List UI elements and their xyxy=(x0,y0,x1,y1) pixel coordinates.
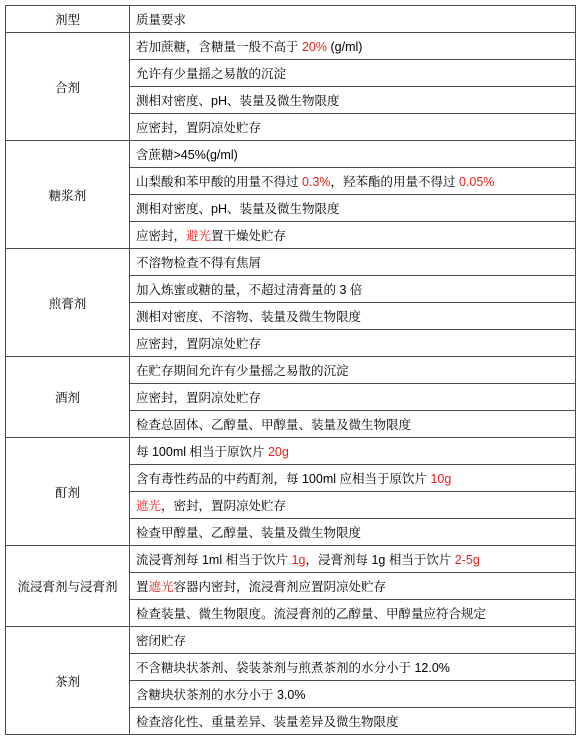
requirement-text: 应密封，置阴凉处贮存 xyxy=(136,337,262,351)
requirement-text: 检查装量、微生物限度。流浸膏剂的乙醇量、甲醇量应符合规定 xyxy=(136,607,487,621)
requirement-cell xyxy=(130,654,576,681)
requirement-text: 流浸膏剂每 1ml 相当于饮片 xyxy=(136,553,292,567)
highlighted-value: 0.3% xyxy=(301,175,331,189)
requirement-text: 检查溶化性、重量差异、装量差异及微生物限度 xyxy=(136,715,399,729)
requirement-cell xyxy=(130,249,576,276)
requirement-text: (g/ml) xyxy=(327,40,363,54)
header-dosage-form: 剂型 xyxy=(6,6,130,33)
highlighted-value: 0.05% xyxy=(458,175,495,189)
requirement-cell xyxy=(130,384,576,411)
dosage-form-cell: 煎膏剂 xyxy=(6,249,130,357)
requirement-text: 含有毒性药品的中药酊剂，每 100ml 应相当于原饮片 xyxy=(136,472,431,486)
highlighted-value: 2-5g xyxy=(454,553,480,567)
table-row xyxy=(6,33,576,60)
highlighted-value: 20g xyxy=(267,445,289,459)
requirement-cell xyxy=(130,600,576,627)
highlighted-value: 10g xyxy=(430,472,452,486)
requirement-text: 不含糖块状茶剂、袋装茶剂与煎煮茶剂的水分小于 12.0% xyxy=(136,661,450,675)
table-row xyxy=(6,627,576,654)
requirement-text: 应密封， xyxy=(136,229,187,243)
requirement-cell xyxy=(130,708,576,735)
requirement-text: ，密封，置阴凉处贮存 xyxy=(161,499,287,513)
requirement-text: 检查甲醇量、乙醇量、装量及微生物限度 xyxy=(136,526,362,540)
dosage-form-cell: 流浸膏剂与浸膏剂 xyxy=(6,546,130,627)
requirement-text: 不溶物检查不得有焦屑 xyxy=(136,256,262,270)
requirement-cell xyxy=(130,465,576,492)
requirement-cell xyxy=(130,60,576,87)
requirement-text: 测相对密度、不溶物、装量及微生物限度 xyxy=(136,310,362,324)
requirement-cell xyxy=(130,681,576,708)
requirement-text: 含蔗糖>45%(g/ml) xyxy=(136,148,238,162)
requirement-cell xyxy=(130,168,576,195)
requirement-text: 测相对密度、pH、装量及微生物限度 xyxy=(136,94,340,108)
requirement-text: 置 xyxy=(136,580,149,594)
requirement-cell xyxy=(130,222,576,249)
requirement-cell xyxy=(130,33,576,60)
requirement-text: 山梨酸和苯甲酸的用量不得过 xyxy=(136,175,302,189)
table-row xyxy=(6,546,576,573)
dosage-form-cell: 酒剂 xyxy=(6,357,130,438)
requirement-text: 允许有少量摇之易散的沉淀 xyxy=(136,67,287,81)
requirement-cell xyxy=(130,438,576,465)
highlighted-value: 1g xyxy=(291,553,306,567)
requirement-text: ，浸膏剂每 1g 相当于饮片 xyxy=(305,553,455,567)
requirement-text: 容器内密封，流浸膏剂应置阴凉处贮存 xyxy=(173,580,387,594)
requirement-cell xyxy=(130,114,576,141)
table-header-row xyxy=(6,6,576,33)
requirement-cell xyxy=(130,492,576,519)
requirement-cell xyxy=(130,303,576,330)
requirement-cell xyxy=(130,627,576,654)
dosage-form-cell: 酊剂 xyxy=(6,438,130,546)
requirement-text: 置干燥处贮存 xyxy=(211,229,287,243)
requirement-text: 加入炼蜜或糖的量，不超过清膏量的 3 倍 xyxy=(136,283,363,297)
requirement-text: 若加蔗糖，含糖量一般不高于 xyxy=(136,40,302,54)
requirement-cell xyxy=(130,411,576,438)
table-row xyxy=(6,438,576,465)
requirement-text: 密闭贮存 xyxy=(136,634,187,648)
requirement-cell xyxy=(130,87,576,114)
highlighted-value: 遮光 xyxy=(136,499,162,513)
requirement-text: 应密封，置阴凉处贮存 xyxy=(136,391,262,405)
highlighted-value: 20% xyxy=(301,40,328,54)
requirement-text: ，羟苯酯的用量不得过 xyxy=(330,175,459,189)
highlighted-value: 避光 xyxy=(186,229,212,243)
requirement-text: 检查总固体、乙醇量、甲醇量、装量及微生物限度 xyxy=(136,418,412,432)
table-body xyxy=(6,33,576,735)
header-quality-requirements: 质量要求 xyxy=(130,6,576,33)
requirement-text: 含糖块状茶剂的水分小于 3.0% xyxy=(136,688,306,702)
requirement-text: 在贮存期间允许有少量摇之易散的沉淀 xyxy=(136,364,349,378)
dosage-form-cell: 茶剂 xyxy=(6,627,130,735)
dosage-form-cell: 糖浆剂 xyxy=(6,141,130,249)
requirement-cell xyxy=(130,276,576,303)
table-row xyxy=(6,357,576,384)
requirement-cell xyxy=(130,573,576,600)
requirement-cell xyxy=(130,546,576,573)
requirement-cell xyxy=(130,141,576,168)
dosage-form-cell: 合剂 xyxy=(6,33,130,141)
requirement-text: 应密封，置阴凉处贮存 xyxy=(136,121,262,135)
table-row xyxy=(6,249,576,276)
requirement-cell xyxy=(130,195,576,222)
requirement-cell xyxy=(130,357,576,384)
requirement-cell xyxy=(130,519,576,546)
requirement-cell xyxy=(130,330,576,357)
table-row xyxy=(6,141,576,168)
quality-requirements-table xyxy=(5,5,576,735)
highlighted-value: 遮光 xyxy=(148,580,174,594)
requirement-text: 每 100ml 相当于原饮片 xyxy=(136,445,268,459)
requirement-text: 测相对密度、pH、装量及微生物限度 xyxy=(136,202,340,216)
